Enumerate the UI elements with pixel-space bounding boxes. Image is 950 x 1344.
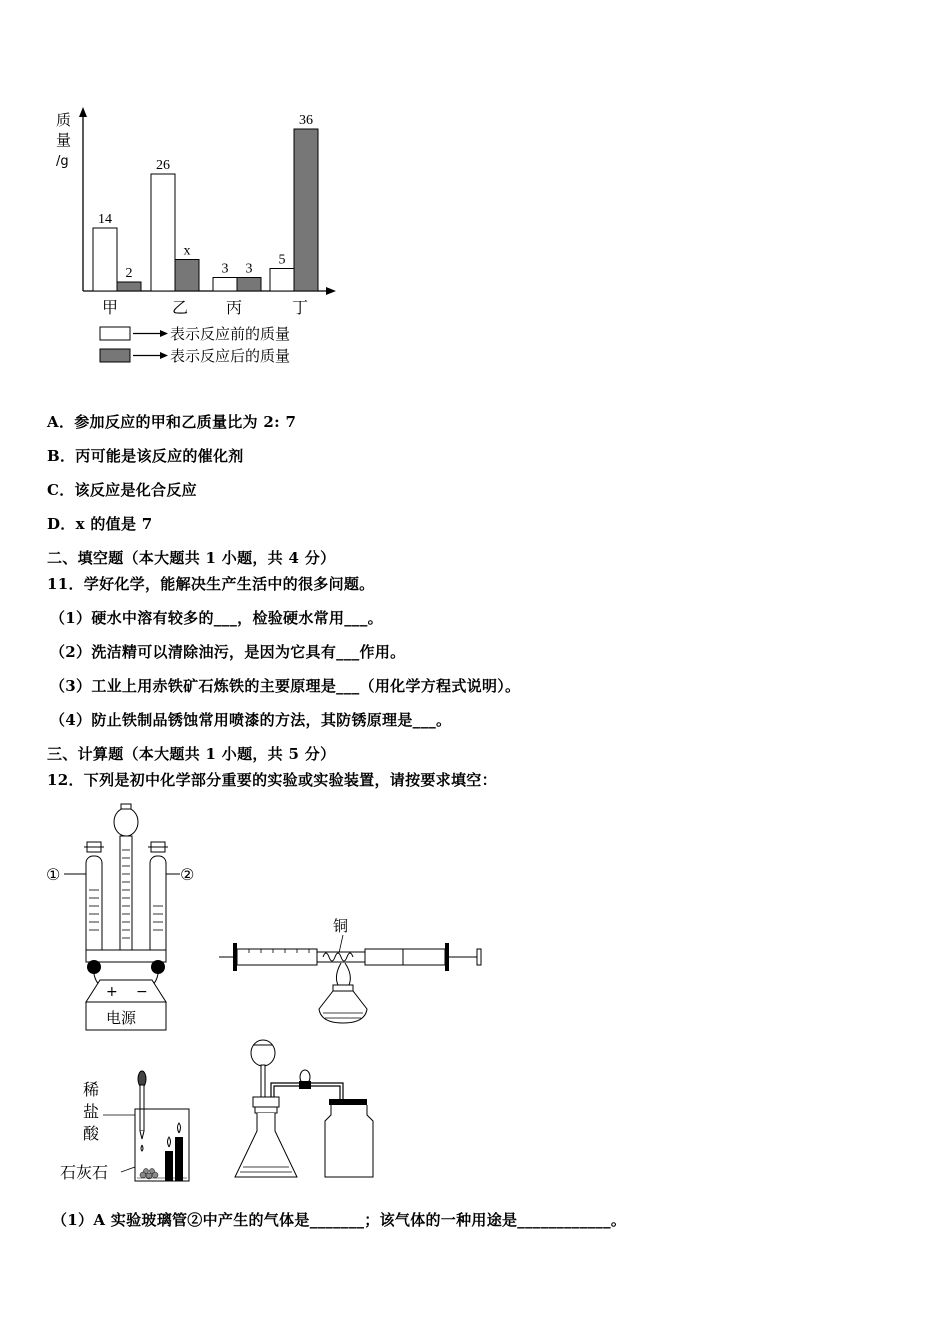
section-heading-2: 二、填空题（本大题共 1 小题，共 4 分） (47, 549, 336, 567)
conical-flask (235, 1113, 297, 1177)
y-label-char-3: /g (56, 154, 69, 169)
bar-after (237, 278, 261, 292)
legend-swatch-after (100, 349, 130, 362)
y-label-char-2: 量 (56, 131, 72, 149)
electrolysis-apparatus (40, 800, 210, 1035)
question-11: 11．学好化学，能解决生产生活中的很多问题。 (47, 575, 375, 593)
bar-before (270, 269, 294, 292)
bar-value-label: 26 (156, 158, 170, 173)
right-syringe-cap (445, 943, 449, 971)
marker-1: ① (46, 865, 61, 884)
section-heading-3: 三、计算题（本大题共 1 小题，共 5 分） (47, 745, 336, 763)
left-electrode (87, 960, 101, 974)
marker-2: ② (180, 865, 195, 884)
legend-label-before: 表示反应前的质量 (170, 325, 291, 343)
bar-chart (40, 95, 360, 375)
stopper (253, 1097, 279, 1107)
option-c: C．该反应是化合反应 (47, 481, 197, 499)
acid-label-2: 盐 (83, 1102, 100, 1121)
question-12-part-1: （1）A 实验玻璃管②中产生的气体是_______；该气体的一种用途是____________。 (52, 1211, 627, 1229)
category-label: 乙 (172, 298, 189, 317)
bar-value-label: 3 (221, 261, 229, 277)
bar-before (151, 174, 175, 291)
bar-value-label: 2 (125, 266, 133, 281)
legend-label-after: 表示反应后的质量 (170, 347, 291, 365)
gas-generation-apparatus (225, 1035, 385, 1185)
bar-after (117, 282, 141, 291)
question-11-part-2: （2）洗洁精可以清除油污，是因为它具有___作用。 (50, 643, 406, 661)
legend-arrow-head (160, 330, 168, 337)
x-axis-arrow (326, 287, 336, 295)
question-11-part-1: （1）硬水中溶有较多的___，检验硬水常用___。 (50, 609, 383, 627)
left-syringe-cap (233, 943, 237, 971)
bar-value-label: x (183, 243, 191, 259)
option-a: A．参加反应的甲和乙质量比为 2: 7 (47, 413, 297, 431)
question-12: 12．下列是初中化学部分重要的实验或实验装置，请按要求填空： (47, 771, 497, 789)
option-b: B．丙可能是该反应的催化剂 (47, 447, 244, 465)
power-label: 电源 (106, 1009, 137, 1027)
plus-sign: + (106, 984, 118, 1000)
bar-before (213, 278, 237, 292)
acid-limestone-apparatus (55, 1065, 200, 1190)
copper-heating-apparatus (215, 905, 490, 1035)
bottle-stopper (329, 1099, 367, 1105)
dropper-tube (140, 1085, 144, 1131)
bar-after (175, 260, 199, 292)
bar-after (294, 129, 318, 291)
acid-label-3: 酸 (83, 1124, 100, 1143)
reservoir-bulb (114, 808, 138, 836)
minus-sign: − (136, 984, 148, 1000)
copper-label: 铜 (333, 917, 349, 935)
limestone-label: 石灰石 (60, 1163, 109, 1182)
category-label: 甲 (102, 298, 119, 317)
option-d: D．x 的值是 7 (47, 515, 153, 533)
category-label: 丁 (292, 298, 309, 317)
question-11-part-3: （3）工业上用赤铁矿石炼铁的主要原理是___（用化学方程式说明）。 (50, 677, 521, 695)
y-label-char-1: 质 (56, 111, 72, 129)
legend-arrow-head (160, 352, 168, 359)
acid-label-1: 稀 (83, 1080, 100, 1099)
power-supply-top (86, 980, 166, 1002)
gas-bottle (325, 1105, 373, 1177)
bar-value-label: 36 (299, 113, 313, 128)
right-electrode (151, 960, 165, 974)
bar-value-label: 14 (98, 212, 112, 227)
bar-value-label: 3 (245, 261, 253, 277)
right-syringe-barrel (365, 949, 445, 965)
y-axis-arrow (79, 107, 87, 117)
bar-before (93, 228, 117, 291)
question-11-part-4: （4）防止铁制品锈蚀常用喷漆的方法，其防锈原理是___。 (50, 711, 452, 729)
bar-value-label: 5 (278, 252, 286, 268)
category-label: 丙 (226, 298, 243, 317)
funnel-bulb (251, 1040, 275, 1066)
legend-swatch-before (100, 327, 130, 340)
